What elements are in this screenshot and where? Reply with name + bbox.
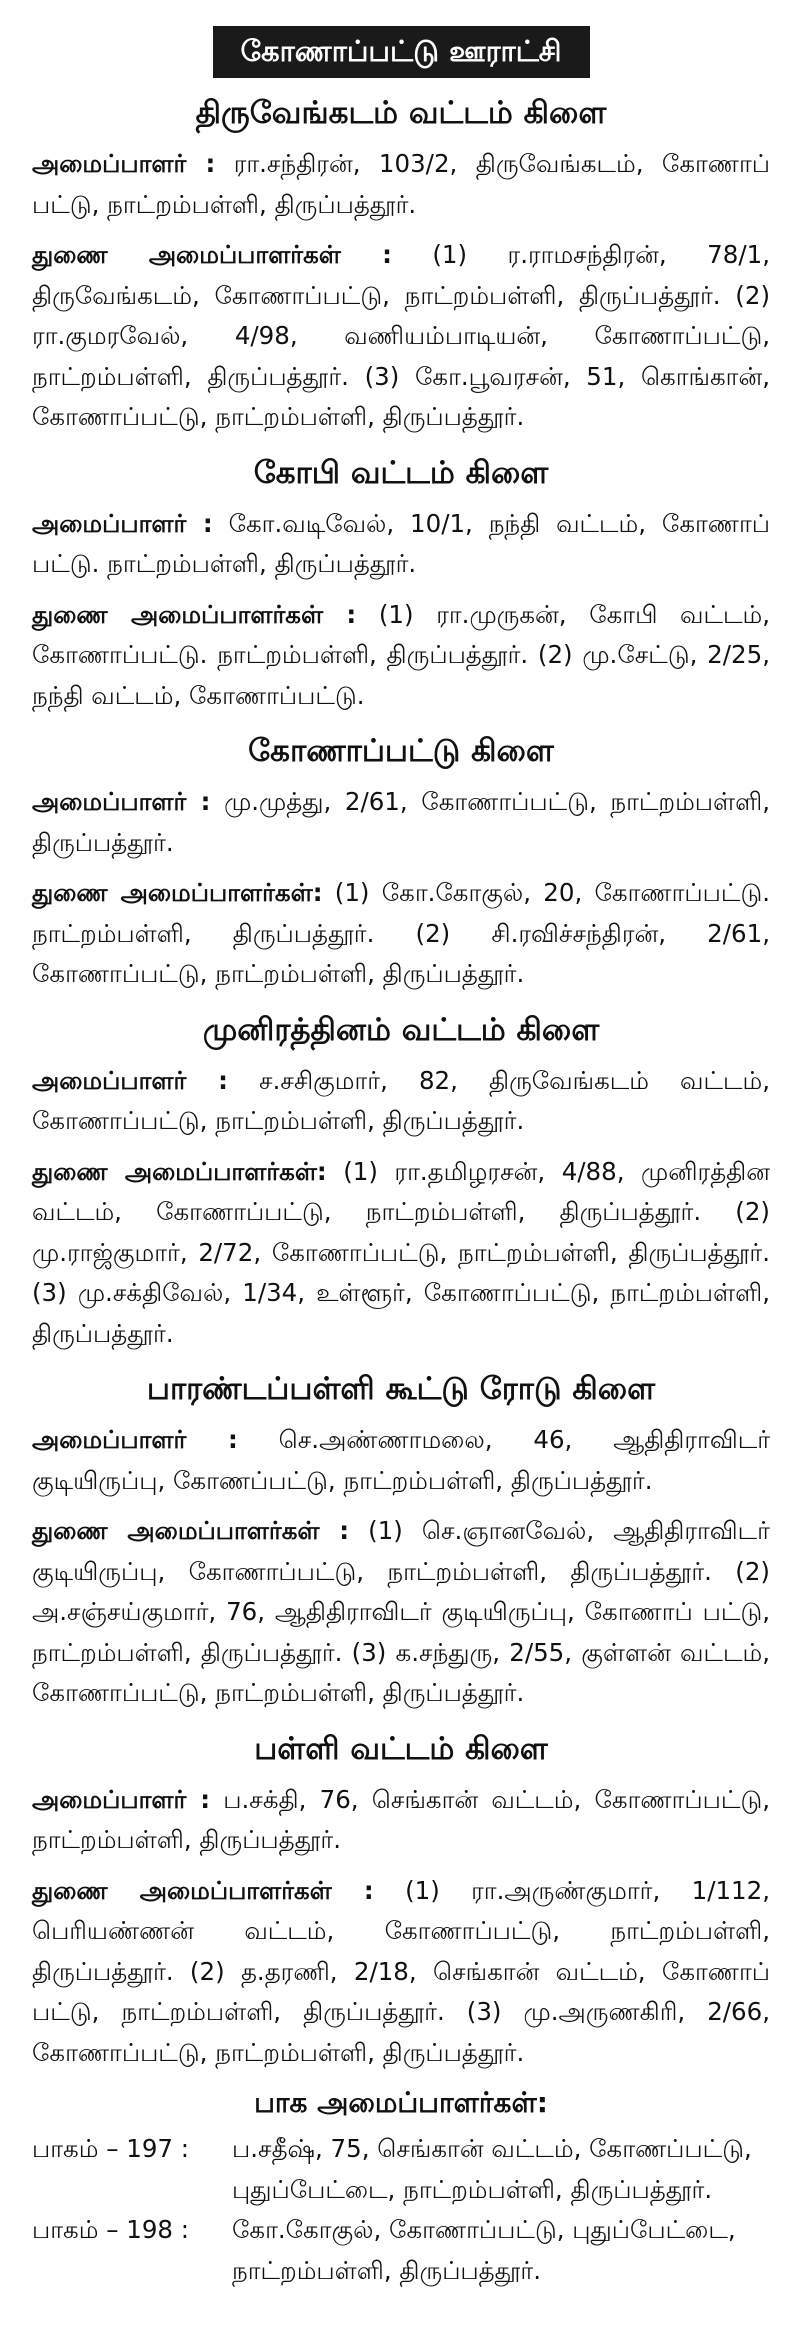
section-title: கோபி வட்டம் கிளை — [253, 454, 549, 491]
part-text: ப.சதீஷ், 75, செங்கான் வட்டம், கோணப்பட்டு, புதுப்பேட்டை, நாட்றம்பள்ளி, திருப்பத்தூர். — [232, 2134, 752, 2204]
deputy-label: துணை அமைப்பாளர்கள் : — [32, 1516, 350, 1545]
deputy-text: (1) ர.ராமசந்திரன், 78/1, திருவேங்கடம், கோணாப்பட்டு, நாட்றம்பள்ளி, திருப்பத்தூர். (2) ரா.குமரவேல், 4/98, வணியம்பாடியன், கோணாப்பட்டு, நாட்றம்பள்ளி, திருப்பத்தூர். (3) கோ.பூவரசன், 51, கொங்கான், கோணாப்பட்டு, நாட்றம்பள்ளி, திருப்பத்தூர். — [32, 240, 770, 431]
section-parandapalli — [32, 1368, 770, 1714]
deputy-paragraph — [32, 235, 770, 438]
organizer-text: கோ.வடிவேல், 10/1, நந்தி வட்டம், கோணாப் பட்டு. நாட்றம்பள்ளி, திருப்பத்தூர். — [32, 508, 770, 578]
section-title: பள்ளி வட்டம் கிளை — [254, 1730, 548, 1767]
section-gobi — [32, 452, 770, 717]
part-organizers — [32, 2083, 770, 2291]
page-title: கோணாப்பட்டு ஊராட்சி — [213, 26, 590, 78]
section-muniraththinam — [32, 1009, 770, 1355]
organizer-text: ப.சக்தி, 76, செங்கான் வட்டம், கோணாப்பட்டு, நாட்றம்பள்ளி, திருப்பத்தூர். — [32, 1784, 770, 1854]
deputy-paragraph — [32, 1511, 770, 1714]
deputy-text: (1) ரா.அருண்குமார், 1/112, பெரியண்ணன் வட்டம், கோணாப்பட்டு, நாட்றம்பள்ளி, திருப்பத்தூர். (2) த.தரணி, 2/18, செங்கான் வட்டம், கோணாப் பட்டு, நாட்றம்பள்ளி, திருப்பத்தூர். (3) மு.அருணகிரி, 2/66, கோணாப்பட்டு, நாட்றம்பள்ளி, திருப்பத்தூர். — [32, 1875, 770, 2067]
header — [32, 26, 770, 78]
deputy-paragraph — [32, 595, 770, 717]
organizer-paragraph — [32, 1420, 770, 1501]
part-row — [32, 2129, 770, 2210]
organizer-text: ரா.சந்திரன், 103/2, திருவேங்கடம், கோணாப் பட்டு, நாட்றம்பள்ளி, திருப்பத்தூர். — [32, 149, 770, 219]
section-palli-vattam — [32, 1728, 770, 2074]
deputy-label: துணை அமைப்பாளர்கள் : — [32, 240, 392, 269]
part-row — [32, 2210, 770, 2291]
section-title: கோணாப்பட்டு கிளை — [248, 733, 554, 769]
deputy-paragraph — [32, 873, 770, 995]
deputy-text: (1) கோ.கோகுல், 20, கோணாப்பட்டு. நாட்றம்பள்ளி, திருப்பத்தூர். (2) சி.ரவிச்சந்திரன், 2/61, கோணாப்பட்டு, நாட்றம்பள்ளி, திருப்பத்தூர். — [32, 878, 770, 988]
section-title: திருவேங்கடம் வட்டம் கிளை — [195, 95, 607, 131]
organizer-label: அமைப்பாளர் : — [32, 787, 211, 816]
deputy-label: துணை அமைப்பாளர்கள் : — [32, 1875, 374, 1905]
section-title: பாரண்டப்பள்ளி கூட்டு ரோடு கிளை — [146, 1371, 656, 1407]
organizer-label: அமைப்பாளர் : — [32, 149, 216, 178]
organizer-text: ச.சசிகுமார், 82, திருவேங்கடம் வட்டம், கோணாப்பட்டு, நாட்றம்பள்ளி, திருப்பத்தூர். — [32, 1065, 771, 1135]
deputy-label: துணை அமைப்பாளர்கள்: — [32, 1156, 327, 1186]
organizer-paragraph — [32, 1061, 770, 1142]
organizer-label: அமைப்பாளர் : — [32, 1065, 228, 1095]
deputy-text: (1) ரா.முருகன், கோபி வட்டம், கோணாப்பட்டு. நாட்றம்பள்ளி, திருப்பத்தூர். (2) மு.சேட்டு, 2/25, நந்தி வட்டம், கோணாப்பட்டு. — [32, 599, 770, 710]
organizer-paragraph — [32, 504, 770, 585]
deputy-label: துணை அமைப்பாளர்கள்: — [32, 878, 323, 907]
deputy-text: (1) ரா.தமிழரசன், 4/88, முனிரத்தின வட்டம், கோணாப்பட்டு, நாட்றம்பள்ளி, திருப்பத்தூர். (2) மு.ராஜ்குமார், 2/72, கோணாப்பட்டு, நாட்றம்பள்ளி, திருப்பத்தூர். (3) மு.சக்திவேல், 1/34, உள்ளூர், கோணாப்பட்டு, நாட்றம்பள்ளி, திருப்பத்தூர். — [32, 1156, 770, 1348]
deputy-paragraph — [32, 1871, 770, 2074]
organizer-label: அமைப்பாளர் : — [32, 1784, 211, 1814]
part-organizers-heading: பாக அமைப்பாளர்கள்: — [254, 2086, 548, 2119]
organizer-paragraph — [32, 782, 770, 863]
organizer-label: அமைப்பாளர் : — [32, 1425, 238, 1454]
deputy-paragraph — [32, 1152, 770, 1355]
deputy-label: துணை அமைப்பாளர்கள் : — [32, 599, 357, 629]
section-title: முனிரத்தினம் வட்டம் கிளை — [202, 1011, 600, 1048]
organizer-text: மு.முத்து, 2/61, கோணாப்பட்டு, நாட்றம்பள்ளி, திருப்பத்தூர். — [32, 787, 770, 857]
organizer-label: அமைப்பாளர் : — [32, 508, 213, 538]
section-konapattu — [32, 730, 770, 995]
organizer-text: செ.அண்ணாமலை, 46, ஆதிதிராவிடர் குடியிருப்பு, கோணப்பட்டு, நாட்றம்பள்ளி, திருப்பத்தூர். — [32, 1425, 771, 1495]
section-thiruvengadam — [32, 92, 770, 438]
part-label: பாகம் – 197 : — [32, 2134, 190, 2163]
deputy-text: (1) செ.ஞானவேல், ஆதிதிராவிடர் குடியிருப்பு, கோணாப்பட்டு, நாட்றம்பள்ளி, திருப்பத்தூர். (2) அ.சஞ்சய்குமார், 76, ஆதிதிராவிடர் குடியிருப்பு, கோணாப் பட்டு, நாட்றம்பள்ளி, திருப்பத்தூர். (3) க.சந்துரு, 2/55, குள்ளன் வட்டம், கோணாப்பட்டு, நாட்றம்பள்ளி, திருப்பத்தூர். — [32, 1516, 770, 1707]
part-label: பாகம் – 198 : — [32, 2215, 190, 2244]
organizer-paragraph — [32, 144, 770, 225]
part-text: கோ.கோகுல், கோணாப்பட்டு, புதுப்பேட்டை, நாட்றம்பள்ளி, திருப்பத்தூர். — [232, 2215, 736, 2285]
organizer-paragraph — [32, 1780, 770, 1861]
